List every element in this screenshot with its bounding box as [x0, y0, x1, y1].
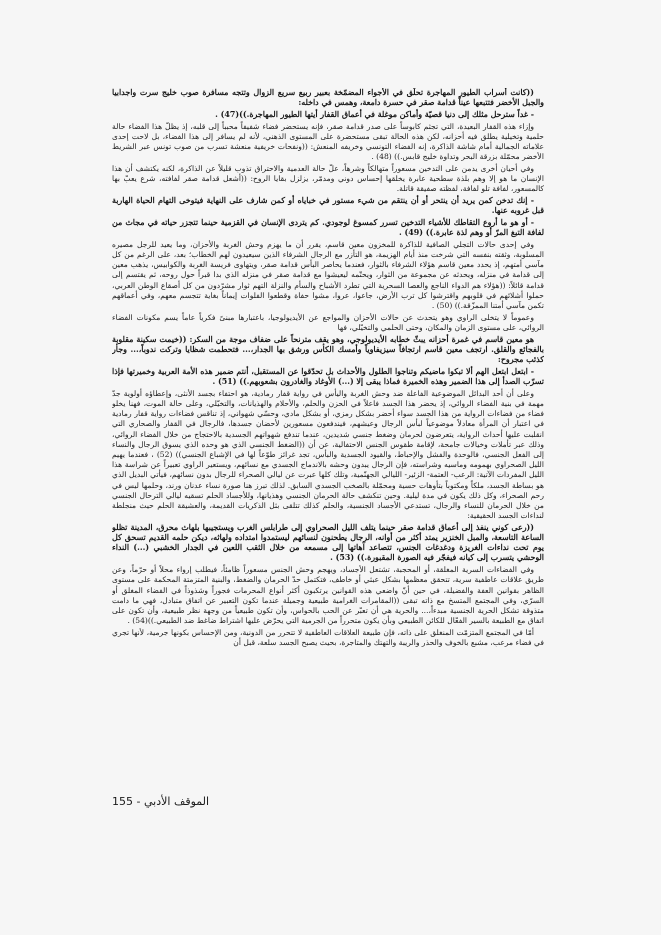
- paragraph: ((رعى كوني ينفذ إلى أعماق قدامة صقر حينما يتلف الليل الصحراوي إلى طرابلس الغرب ويستجيبها بلهاث محرق، المدينة تظلو الساعة التاسعة، والمبل الخنزير يمتد أكثر من أوانه، الرجال يطحنون لنسائهم ليستمدوا امتداده ولهاثه، ديكن حلمه القديم تسحق كل يوم تحت نداءات الغريزة ودغدغات الجنس، تتصاعد آهاتها إلى مسمعه من خلال الثقب اللعين في الجدار الخشبي (...) النداء الوحشي يتسرب إلى كيانه فيفجّر فيه الصورة المقبورة.)) (53) .: [112, 522, 544, 563]
- paragraph: - ابتعل ابتعل الهم ألا تبكوا ماضيكم وتناجوا الطلول والأحداث بل تحدّقوا عن المستقبل، أنتم ضمير هذه الأمة العربية وخميرتها فإذا تسرّب الصدأ إلى هذا الضمير وهذه الخميرة فماذا يبقى إلا (...) الأوغاد والغادرون بشعوبهم.)) (51) .: [112, 366, 544, 386]
- page-number: 155: [112, 795, 133, 808]
- footer-separator: -: [136, 795, 141, 808]
- paragraph: وعلى أن أحد البدائل الموضوعية الفاعلة ضد وحش الغربة واليأس في رواية قفار رمادية، هو احتفاء بجسد الأنثى، وإعطاؤه أولوية جدّ مهمة في بنية الفضاء الروائي، إذ يحضر هذا الجسد فاعلاً في الحزن والحلم، والأحلام والهذيانات، والتخيّلي، وعلى حالة الموت، فهنا يخلو فضاء من فضاءات الرواية من هذا الجسد سواء أحضر بشكل رمزي، أو بشكل مادي، وحسّي شهواني، إذ تناقس فضاءات رواية قفار رمادية في اعتبار أن المرأة معادلاً موضوعياً لبأس الرجال وعيشهم، فيندفعون مسعورين لأحضان جسدها، فالرجال في القفار والصحاري التي انقلبت عليها أحداث الرواية، يتعرضون لحرمان وضغط جنسي شديدين، عندما تندفع شهواتهم الجسدية بالاحتجاج من خلال الفضاء الروائي، وذلك عبر تأملات وخيالات جامحة، لإقامة طقوس الجنس الاحتفالية، عن أن ((الضغط الجنسي الذي هو وحده الذي يسوق الرجال والنساء إلى الفعل الجنسي، فالوحدة والفشل والإحباط، والقيود الجسدية والبأس، تجد غرائز طوّعاً لها في الإشباع الجنسي)) (52) ، فعندما يهيم الليل الصحراوي بهمومه وماسيه وشراسته، فإن الرجال يبدون وحشه بالاندماج الجسدي مع نسائهم، ويستعير الراوي تعبيراً عن شراسة هذا الليل المفردات الآتية: الرعب- العتمة- الزئير- الليالي الجهنّمية، وتلك كلها عبرت عن ليالي الصحراء للرجال بدون نسائهم، فيأتي البديل الذي هو بساطة الجسد، ملكاً ومكتوباً بتأوهات حسية ومحمّلة بالصخب الجسدي السابق. لذلك تبرز هنا صورة نساء عدنان ورند، وحلمها ليس في رحم الصحراء، وكل ذلك يكون في مدة ليلية. وحين تنكشف حالة الحرمان الجنسي وهذيانها، وللأجساد الحلم تسقيه ليالي الترحال الجنسي من خلال الحرمان للنساء والرجال، تستدعي الأجساد الجنسية، والحلم كذلك تتلقى بثل الذكريات القديمة، والعشيقة الحلم حيث منجلطة لنداءات الجسد الحقيقية:: [112, 388, 544, 521]
- paragraph: - غداً سترحل مثلك إلى دنيا قصيّة وأماكن موغلة في أعماق القفار أيتها الطيور المهاجرة.))(47) .: [215, 109, 534, 119]
- article-body: [112, 88, 544, 778]
- paragraph: وفي أحيان أخرى يدمن على التدخين مسعوراً متهالكاً وشرهاً، علّ حالة العدمية والاحتراق تذوب قليلاً عن الذاكرة، لكنه يكتشف أن هذا الإنسان ما هو إلا وهم بلذة سطحية عابرة يخلقها إحساس دوني ومدمّر، يزلزل بقايا الروح: ((أشعل قدامة صقر لفافته، شرع يعبّ بها كالمسعور، لفافة تلو لفافة، لفظته صفيقة قاتلة.: [112, 163, 544, 194]
- paragraph: ((كانت أسراب الطيور المهاجرة تحلّق في الأجواء المضمّخة بعبير ربيع سريع الزوال وتتجه مسافرة صوب خليج سرت واجدابيا والجبل الأخضر فتتبعها عيناً قدامة صقر في حسرة دامعة، وهمس في داخله:: [112, 88, 544, 108]
- paragraph: أمّا في المجتمع المتزمّت المنغلق على ذاته، فإن طبيعة العلاقات العاطفية لا تتحرر من الدونية، ومن الإحساس بكونها جرمية، لأنها تجري في فضاء مرعب، مشبع بالخوف والحذر والريبة والتهتك والمتاجرة، بحيث يصبح الجسد سلعة، قبل أن: [112, 627, 544, 648]
- paragraph: وإزاء هذه القفار البعيدة، التي تجثم كابوساً على صدر قدامة صقر، فإنه يستحضر فضاء شفيفاً محبباً إلى قلبه، إذ يظلّ هذا الفضاء حالة حلمية وتخيلية يطلق فيه أحزانه، لكن هذه الحالة تبقى مستحضرة على المستوى الذهني، لأنه لم يسافر إلى هذا الفضاء، بل لاحت إحدى علاماته الجمالية أمام شاشة الذاكرة، إنه الفضاء التونسي وخريفه المنعش: ((ونفحات خريفية منعشة تسرب من صوب تونس عبر الشريط الأخضر محمّلة بزرقة البحر وتداوة خليج قابس.)) (48) .: [112, 121, 544, 162]
- paragraph: هو معين قاسم في غمرة أحزانه يبثّ خطابه الأيديولوجي، وهو يقف مترنحاً على ضفاف موجة من السكر: ((خيمت سكينة مقلوبة بالفجائع والقلق. ارتجف معين قاسم ارتجافاً سيزيفاوياً وأمسك الكأس ورشق بها الجدار،... فتحطمت شظايا وتركت ندوباً،... وجأر كذئب مجروح:: [112, 334, 544, 365]
- page-footer: [112, 795, 209, 808]
- paragraph: - إنك تدخن كمن يريد أن ينتحر أو أن ينتقم من شيء مستور في خباياه أو كمن شارف على النهاية فيتوخى التهام الحياة الهاربة قبل غروبه عنها.: [112, 196, 544, 216]
- paragraph: وفي الفضاءات السرية المغلقة، أو المحجبة، تشتعل الأجساد، ويهجم وحش الجنس مسعوراً ظامئاً، فيطلب إرواء محلاً أو حرّماً، وعن طريق علاقات عاطفية سرية، تتحقق معظمها بشكل عبثي أو خاطف، فتكتمل حدّ الحرمان والضغط، والبنية المتزمتة المحكمة على مستوى الظاهر بقوانين العفة والفضيلة، في حين أنّ واضعي هذه القوانين يرتكبون أكثر أنواع المحرمات فجوراً وشذوذاً في الفضاء المغلق أو السرّي، وفي المجتمع المتسخ مع ذاته تبقى ((المقامرات الغرامية طبيعية وجميلة عندما تكون التعبير عن اتفاق متبادل، فهي ما دامت متذوقة تشكل الحرية الجنسية مبدءاً،... والحرية هي أن تعبّر عن الحب بالحواس، وأن تكون طبيعياً من وجهة نظر طبيعية، وأن تكون على اتفاق مع الطبيعة بالسير الفعّال للكائن الطبيعي وبأن يكون متحرراً من الجرمية التي يحرّض عليها اشتراط ضاغط ضد الطبيعي.))(54) .: [112, 565, 544, 626]
- journal-name: الموقف الأدبي: [143, 795, 210, 808]
- paragraph: - أو هو ما أروع التقاطك للأشياء التدخين تسرر كمسوغ لوجودي. كم يتردى الإنسان في القزمية حينما تتجزر حياته في مجاث من لفافة التبغ المرّ أو وهم لذة عابرة.)) (49) .: [112, 217, 544, 238]
- paragraph: وفي إحدى حالات التجلي الصافية للذاكرة للمخزون معين قاسم، يقرر أن ما يهزم وحش الغربة والأحزان، وما يعيد للرجل مصيره المسلوبة، وثقته بنفسه التي شرخت منذ أيام الهزيمة، هو التأزر مع الرجال الشرفاء الذين سيعيدون لهم الخطاب؛ بعد، على الرغم من كل مآسي أمتهم، إذ يحدد معين قاسم هؤلاء الشرفاء بالثوار، فعندما يحاصر البأس قدامة صقر، ويتهاوى فريسة الغربة والكوابيس، يذهب معين إلى قدامة في منزله، ويحدثه عن مجموعة من الثوار، ويحتّمه ليعيشوا مع قدامة صقر في منزله الذي بدا قبراً حول روحه، ثم يقتسم إلى قدامة قائلاً: ((هؤلاء هم الدواء الناجع والعصا السحرية التي تطرد الأشباح والسأم والنزلة التهم ثوار مشرّدون من كل أصقاع الوطن العربي، حملوا أشلائهم في قلوبهم واقترشوا كل ترب الأرض، جاعوا، عروا، مشوا حفاة وقطعوا الفلوات إيماناً بغاية تتجسم معهم، وفي أعماقهم تكمن مآسي أمتنا الممزّقة.)) (50) .: [112, 239, 544, 311]
- paragraph: وعموماً لا يتخلى الراوي وهو يتحدث عن حالات الأحزان والمواجع عن الأيديولوجيا، باعتبارها مبنىً فكرياً عاماً يسم مكونات الفضاء الروائي، على مستوى الزمان والمكان، وحتى الحلمي والتخيّلي، فها: [112, 312, 544, 332]
